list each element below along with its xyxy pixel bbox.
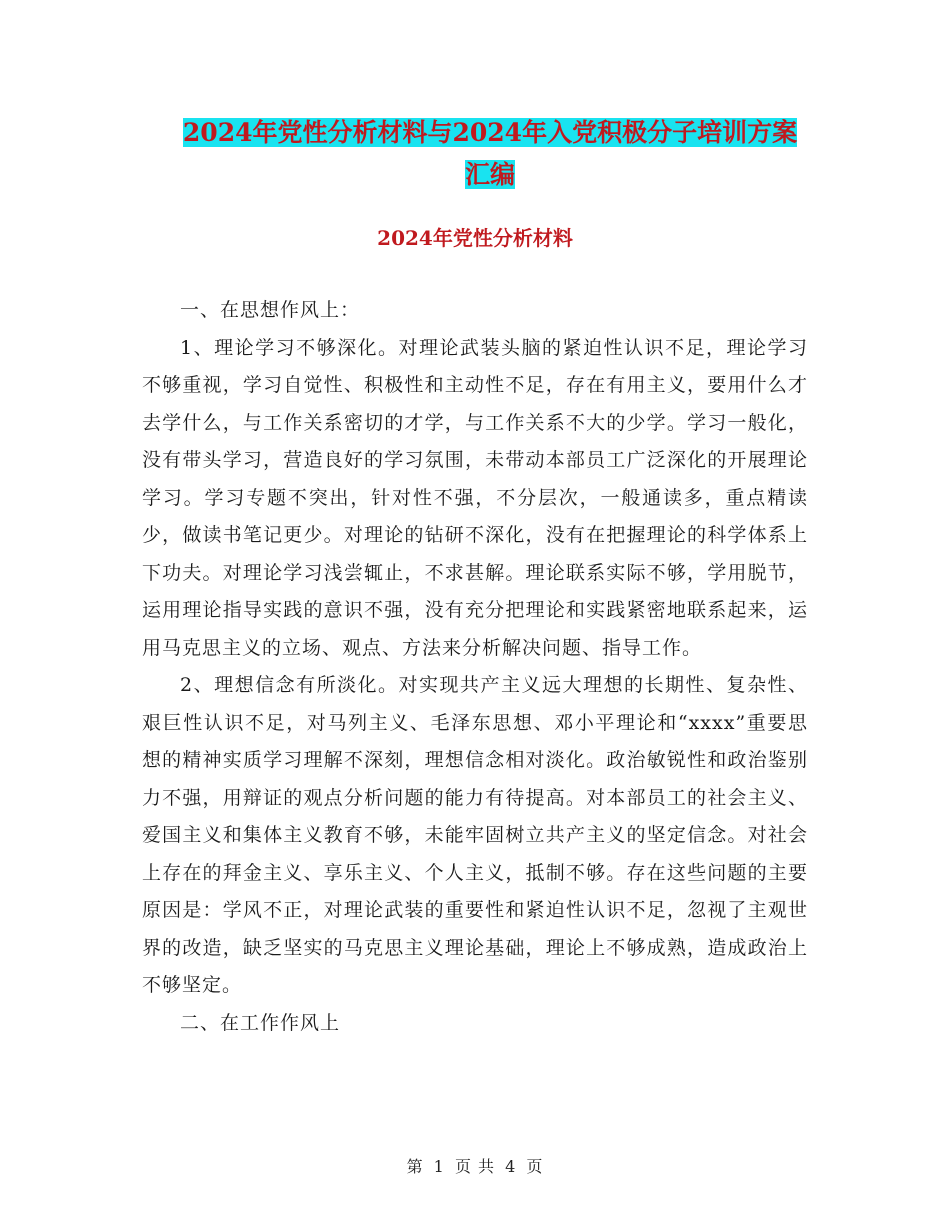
footer-page-total: 4 [505, 1157, 517, 1176]
footer-prefix: 第 [406, 1157, 424, 1176]
paragraph-heading-1: 一、在思想作风上： [180, 299, 361, 321]
footer-mid: 页 共 [454, 1157, 496, 1176]
paragraph-heading-2: 二、在工作作风上 [180, 1011, 341, 1034]
footer-suffix: 页 [526, 1157, 544, 1176]
document-body [142, 292, 808, 1042]
paragraph: 1、理论学习不够深化。对理论武装头脑的紧迫性认识不足，理论学习不够重视，学习自觉性、积极性和主动性不足，存在有用主义，要用什么才去学什么，与工作关系密切的才学，与工作关系不大的少学。学习一般化，没有带头学习，营造良好的学习氛围，未带动本部员工广泛深化的开展理论学习。学习专题不突出，针对性不强，不分层次，一般通读多，重点精读少，做读书笔记更少。对理论的钻研不深化，没有在把握理论的科学体系上下功夫。对理论学习浅尝辄止，不求甚解。理论联系实际不够，学用脱节，运用理论指导实践的意识不强，没有充分把理论和实践紧密地联系起来，运用马克思主义的立场、观点、方法来分析解决问题、指导工作。 [142, 336, 808, 659]
paragraph: 2、理想信念有所淡化。对实现共产主义远大理想的长期性、复杂性、艰巨性认识不足，对马列主义、毛泽东思想、邓小平理论和“xxxx”重要思想的精神实质学习理解不深刻，理想信念相对淡化。政治敏锐性和政治鉴别力不强，用辩证的观点分析问题的能力有待提高。对本部员工的社会主义、爱国主义和集体主义教育不够，未能牢固树立共产主义的坚定信念。对社会上存在的拜金主义、享乐主义、个人主义，抵制不够。存在这些问题的主要原因是：学风不正，对理论武装的重要性和紧迫性认识不足，忽视了主观世界的改造，缺乏坚实的马克思主义理论基础，理论上不够成熟，造成政治上不够坚定。 [142, 674, 808, 996]
section-title: 2024年党性分析材料 [377, 226, 573, 250]
page-footer [0, 1154, 950, 1177]
document-title [140, 112, 840, 196]
document-title-line1: 2024年党性分析材料与2024年入党积极分子培训方案 [182, 118, 798, 147]
footer-page-number: 1 [433, 1157, 445, 1176]
document-title-line2: 汇编 [464, 160, 515, 189]
